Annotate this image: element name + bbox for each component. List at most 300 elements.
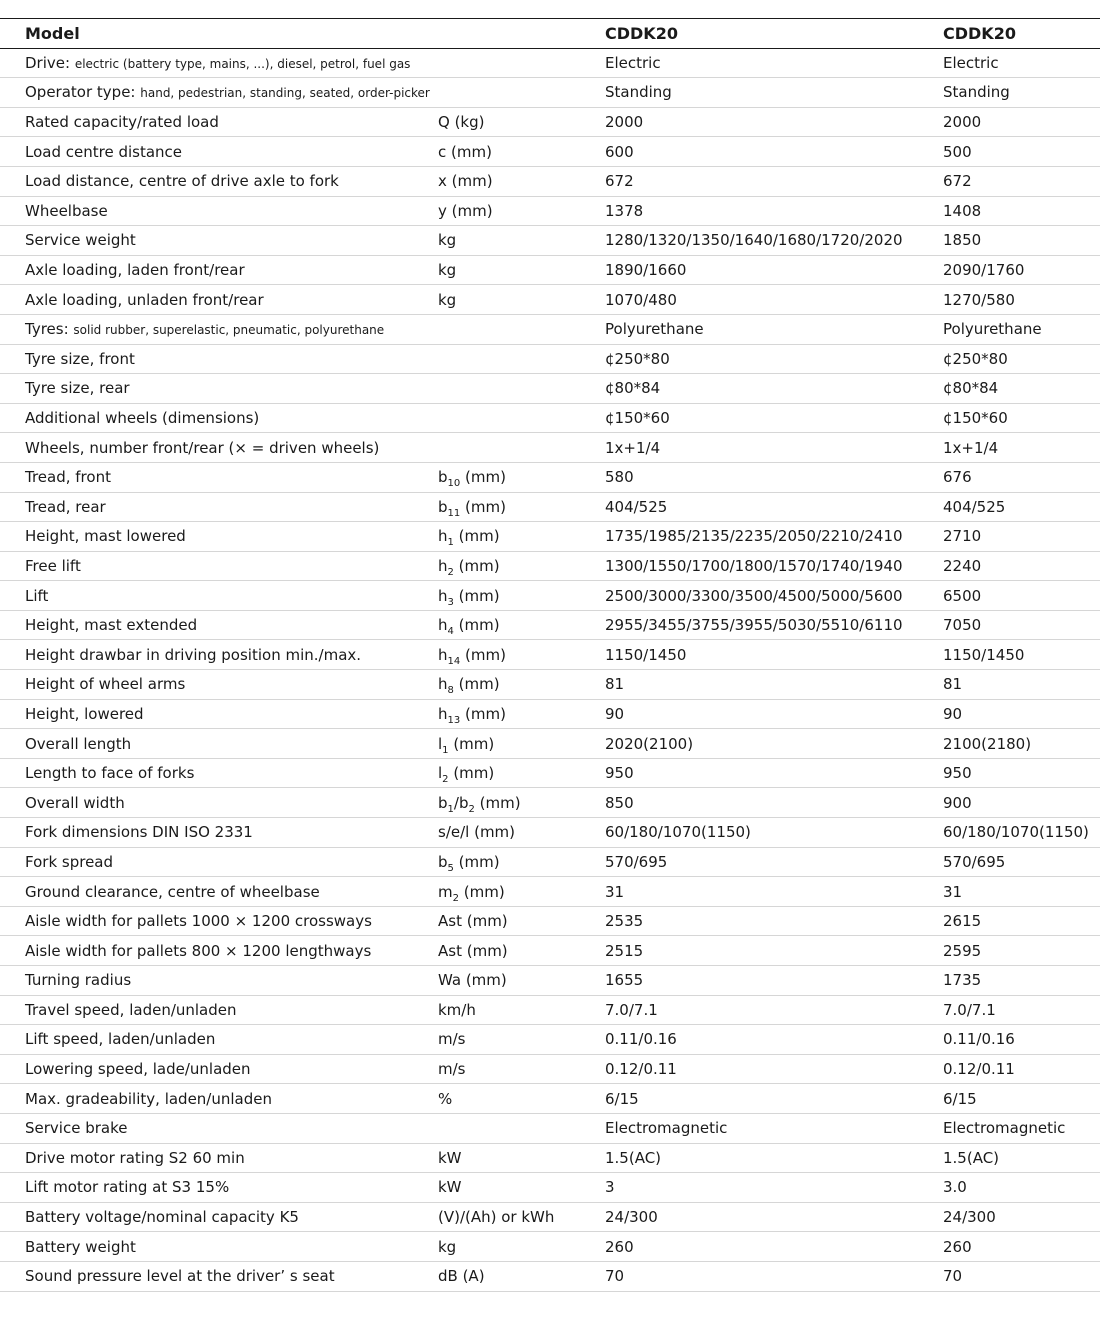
table-row <box>0 1143 1100 1173</box>
row-label: Wheelbase <box>25 201 108 220</box>
row-label: Turning radius <box>25 971 132 990</box>
row-label-cell <box>0 462 438 492</box>
row-value-a: 60/180/1070(1150) <box>605 818 943 848</box>
row-label-cell <box>0 581 438 611</box>
table-row <box>0 314 1100 344</box>
row-unit: m/s <box>438 1025 605 1055</box>
row-value-b: 31 <box>943 877 1100 907</box>
table-row <box>0 344 1100 374</box>
row-unit: kg <box>438 255 605 285</box>
table-row <box>0 758 1100 788</box>
table-row <box>0 492 1100 522</box>
unit-subscript: 1 <box>447 537 454 549</box>
table-row <box>0 196 1100 226</box>
row-value-b: Standing <box>943 78 1100 108</box>
unit-text: b <box>438 468 448 487</box>
row-value-a: 570/695 <box>605 847 943 877</box>
row-value-a: 90 <box>605 699 943 729</box>
row-value-a: Electric <box>605 48 943 78</box>
row-value-a: Electromagnetic <box>605 1113 943 1143</box>
unit-text: b <box>438 793 448 812</box>
unit-text: (mm) <box>460 645 506 664</box>
row-value-a: 2515 <box>605 936 943 966</box>
row-label-cell <box>0 758 438 788</box>
row-label: Service weight <box>25 231 136 250</box>
row-label-cell <box>0 1113 438 1143</box>
row-label-cell <box>0 255 438 285</box>
unit-text: (mm) <box>460 468 506 487</box>
table-row <box>0 285 1100 315</box>
row-label: Lowering speed, lade/unladen <box>25 1060 251 1079</box>
header-model-a: CDDK20 <box>605 19 943 49</box>
row-value-a: 600 <box>605 137 943 167</box>
header-model-b: CDDK20 <box>943 19 1100 49</box>
header-row <box>0 19 1100 49</box>
row-note: hand, pedestrian, standing, seated, order-picker <box>140 86 430 101</box>
row-value-a: 1150/1450 <box>605 640 943 670</box>
row-value-a: 1378 <box>605 196 943 226</box>
row-unit: kW <box>438 1143 605 1173</box>
row-label: Tyre size, front <box>25 349 135 368</box>
row-label-cell <box>0 877 438 907</box>
table-row <box>0 433 1100 463</box>
table-row <box>0 729 1100 759</box>
row-label: Tyre size, rear <box>25 379 130 398</box>
row-label: Lift <box>25 586 49 605</box>
row-value-a: 950 <box>605 758 943 788</box>
row-label-cell <box>0 936 438 966</box>
row-label-cell <box>0 670 438 700</box>
table-row <box>0 107 1100 137</box>
row-unit <box>438 670 605 700</box>
row-label-cell <box>0 492 438 522</box>
unit-text: (mm) <box>453 675 500 694</box>
row-unit <box>438 699 605 729</box>
unit-subscript: 5 <box>447 862 454 874</box>
table-row <box>0 906 1100 936</box>
row-label-cell <box>0 226 438 256</box>
row-value-a: 1280/1320/1350/1640/1680/1720/2020 <box>605 226 943 256</box>
row-value-b: 90 <box>943 699 1100 729</box>
row-label: Height drawbar in driving position min./max. <box>25 645 362 664</box>
row-label: Overall width <box>25 793 125 812</box>
row-label: Service brake <box>25 1119 128 1138</box>
unit-subscript: 4 <box>447 626 454 638</box>
unit-text: (mm) <box>448 734 495 753</box>
row-unit: Q (kg) <box>438 107 605 137</box>
row-value-b: Electric <box>943 48 1100 78</box>
unit-subscript: 2 <box>452 892 459 904</box>
unit-text: (mm) <box>453 527 500 546</box>
unit-text: (mm) <box>448 764 495 783</box>
row-value-a: 672 <box>605 166 943 196</box>
row-value-a: 2500/3000/3300/3500/4500/5000/5600 <box>605 581 943 611</box>
row-unit <box>438 374 605 404</box>
row-label-cell <box>0 818 438 848</box>
row-unit <box>438 522 605 552</box>
unit-text: b <box>438 497 448 516</box>
unit-text: (mm) <box>453 556 500 575</box>
row-value-b: 6/15 <box>943 1084 1100 1114</box>
row-label: Additional wheels (dimensions) <box>25 409 260 428</box>
table-row <box>0 166 1100 196</box>
row-label: Max. gradeability, laden/unladen <box>25 1089 272 1108</box>
row-label-cell <box>0 78 438 108</box>
spec-body <box>0 48 1100 1291</box>
row-label-cell <box>0 137 438 167</box>
row-label-cell <box>0 1202 438 1232</box>
table-row <box>0 610 1100 640</box>
row-value-a: 260 <box>605 1232 943 1262</box>
unit-subscript: 10 <box>447 478 461 490</box>
table-row <box>0 640 1100 670</box>
row-note: electric (battery type, mains, ...), diesel, petrol, fuel gas <box>74 56 411 71</box>
row-label-cell <box>0 966 438 996</box>
row-unit: kg <box>438 285 605 315</box>
row-value-b: 1735 <box>943 966 1100 996</box>
row-unit <box>438 492 605 522</box>
row-value-a: 580 <box>605 462 943 492</box>
unit-text: (mm) <box>460 497 506 516</box>
row-label: Ground clearance, centre of wheelbase <box>25 882 320 901</box>
row-unit <box>438 551 605 581</box>
table-row <box>0 1202 1100 1232</box>
row-label: Height, mast extended <box>25 616 198 635</box>
row-value-a: 1.5(AC) <box>605 1143 943 1173</box>
row-label: Battery voltage/nominal capacity K5 <box>25 1208 299 1227</box>
unit-text: m <box>438 882 453 901</box>
row-label-cell <box>0 166 438 196</box>
unit-text: h <box>438 527 448 546</box>
unit-text: (mm) <box>453 586 500 605</box>
row-label-cell <box>0 699 438 729</box>
row-label: Axle loading, laden front/rear <box>25 261 245 280</box>
unit-text: (mm) <box>453 616 500 635</box>
row-unit: c (mm) <box>438 137 605 167</box>
row-label: Drive motor rating S2 60 min <box>25 1148 245 1167</box>
row-label: Free lift <box>25 556 81 575</box>
row-label-cell <box>0 1143 438 1173</box>
row-label: Overall length <box>25 734 132 753</box>
row-label-cell <box>0 344 438 374</box>
row-value-a: 0.12/0.11 <box>605 1054 943 1084</box>
row-unit: (V)/(Ah) or kWh <box>438 1202 605 1232</box>
row-unit: kg <box>438 1232 605 1262</box>
table-row <box>0 374 1100 404</box>
row-value-a: 3 <box>605 1173 943 1203</box>
table-row <box>0 995 1100 1025</box>
row-value-b: ¢150*60 <box>943 403 1100 433</box>
row-unit <box>438 847 605 877</box>
row-value-a: 2955/3455/3755/3955/5030/5510/6110 <box>605 610 943 640</box>
row-label: Height, mast lowered <box>25 527 186 546</box>
row-value-b: 70 <box>943 1261 1100 1291</box>
table-row <box>0 551 1100 581</box>
row-value-b: 2710 <box>943 522 1100 552</box>
row-value-b: ¢80*84 <box>943 374 1100 404</box>
table-row <box>0 788 1100 818</box>
row-label-cell <box>0 403 438 433</box>
row-unit <box>438 433 605 463</box>
row-value-b: 2615 <box>943 906 1100 936</box>
row-label-cell <box>0 551 438 581</box>
row-label-cell <box>0 1173 438 1203</box>
row-label-cell <box>0 285 438 315</box>
unit-subscript: 13 <box>447 714 461 726</box>
row-label: Axle loading, unladen front/rear <box>25 290 264 309</box>
row-label: Fork dimensions DIN ISO 2331 <box>25 823 253 842</box>
unit-text: h <box>438 645 448 664</box>
row-label-cell <box>0 640 438 670</box>
row-value-b: 1270/580 <box>943 285 1100 315</box>
table-row <box>0 1025 1100 1055</box>
row-unit <box>438 403 605 433</box>
table-row <box>0 1261 1100 1291</box>
unit-text: l <box>438 734 443 753</box>
row-value-a: 24/300 <box>605 1202 943 1232</box>
unit-subscript: 3 <box>447 596 454 608</box>
unit-subscript: 11 <box>447 507 461 519</box>
row-unit <box>438 314 605 344</box>
row-value-b: Polyurethane <box>943 314 1100 344</box>
row-value-a: 1x+1/4 <box>605 433 943 463</box>
row-unit <box>438 462 605 492</box>
unit-text: (mm) <box>453 852 500 871</box>
row-unit <box>438 48 605 78</box>
spec-table <box>0 18 1100 1292</box>
row-value-a: Polyurethane <box>605 314 943 344</box>
unit-text: b <box>438 852 448 871</box>
row-value-a: 2000 <box>605 107 943 137</box>
row-value-a: 0.11/0.16 <box>605 1025 943 1055</box>
row-note: solid rubber, superelastic, pneumatic, polyurethane <box>73 323 385 338</box>
row-label-cell <box>0 847 438 877</box>
row-value-b: 2000 <box>943 107 1100 137</box>
row-label-cell <box>0 1025 438 1055</box>
row-label: Drive: <box>25 53 75 72</box>
row-value-b: 1408 <box>943 196 1100 226</box>
row-label: Wheels, number front/rear (× = driven wheels) <box>25 438 380 457</box>
row-value-a: 404/525 <box>605 492 943 522</box>
row-value-b: 570/695 <box>943 847 1100 877</box>
row-label-cell <box>0 107 438 137</box>
table-row <box>0 1113 1100 1143</box>
row-unit: x (mm) <box>438 166 605 196</box>
row-label-cell <box>0 1084 438 1114</box>
row-label: Height of wheel arms <box>25 675 186 694</box>
row-unit: m/s <box>438 1054 605 1084</box>
row-value-b: 0.11/0.16 <box>943 1025 1100 1055</box>
header-unit <box>438 19 605 49</box>
table-row <box>0 1054 1100 1084</box>
row-unit <box>438 640 605 670</box>
row-label: Lift motor rating at S3 15% <box>25 1178 230 1197</box>
row-label: Aisle width for pallets 800 × 1200 lengthways <box>25 941 372 960</box>
unit-subscript: 14 <box>447 655 461 667</box>
row-label: Rated capacity/rated load <box>25 113 219 132</box>
row-value-b: 81 <box>943 670 1100 700</box>
row-value-a: 1890/1660 <box>605 255 943 285</box>
row-unit: dB (A) <box>438 1261 605 1291</box>
row-value-b: 7050 <box>943 610 1100 640</box>
row-unit <box>438 758 605 788</box>
row-value-b: 2090/1760 <box>943 255 1100 285</box>
row-label-cell <box>0 374 438 404</box>
unit-text: h <box>438 556 448 575</box>
row-label-cell <box>0 906 438 936</box>
row-value-a: 31 <box>605 877 943 907</box>
table-row <box>0 847 1100 877</box>
row-label: Aisle width for pallets 1000 × 1200 crossways <box>25 912 372 931</box>
table-row <box>0 581 1100 611</box>
row-label-cell <box>0 995 438 1025</box>
table-row <box>0 78 1100 108</box>
row-value-b: 24/300 <box>943 1202 1100 1232</box>
row-label-cell <box>0 1232 438 1262</box>
table-row <box>0 1084 1100 1114</box>
row-label: Tread, rear <box>25 497 106 516</box>
row-value-a: ¢80*84 <box>605 374 943 404</box>
row-label-cell <box>0 788 438 818</box>
row-value-a: 1300/1550/1700/1800/1570/1740/1940 <box>605 551 943 581</box>
row-value-b: 1.5(AC) <box>943 1143 1100 1173</box>
unit-text: h <box>438 586 448 605</box>
row-value-a: 7.0/7.1 <box>605 995 943 1025</box>
row-unit: km/h <box>438 995 605 1025</box>
row-value-a: 1655 <box>605 966 943 996</box>
row-label-cell <box>0 1261 438 1291</box>
row-value-b: 2595 <box>943 936 1100 966</box>
table-row <box>0 877 1100 907</box>
unit-text: h <box>438 616 448 635</box>
row-unit: Ast (mm) <box>438 906 605 936</box>
row-unit: Ast (mm) <box>438 936 605 966</box>
row-value-b: Electromagnetic <box>943 1113 1100 1143</box>
table-row <box>0 226 1100 256</box>
row-value-b: 404/525 <box>943 492 1100 522</box>
row-value-b: 1850 <box>943 226 1100 256</box>
row-label-cell <box>0 314 438 344</box>
row-value-b: 7.0/7.1 <box>943 995 1100 1025</box>
table-row <box>0 670 1100 700</box>
table-row <box>0 699 1100 729</box>
unit-text: /b <box>453 793 469 812</box>
unit-text: (mm) <box>459 882 505 901</box>
row-unit <box>438 729 605 759</box>
row-unit <box>438 344 605 374</box>
row-value-a: ¢250*80 <box>605 344 943 374</box>
row-value-a: Standing <box>605 78 943 108</box>
row-value-b: 0.12/0.11 <box>943 1054 1100 1084</box>
unit-text: (mm) <box>474 793 521 812</box>
unit-text: l <box>438 764 443 783</box>
row-value-b: ¢250*80 <box>943 344 1100 374</box>
row-value-b: 1150/1450 <box>943 640 1100 670</box>
row-value-a: 850 <box>605 788 943 818</box>
table-row <box>0 462 1100 492</box>
unit-text: h <box>438 704 448 723</box>
row-value-b: 950 <box>943 758 1100 788</box>
row-unit <box>438 78 605 108</box>
table-row <box>0 966 1100 996</box>
row-unit <box>438 877 605 907</box>
row-label: Operator type: <box>25 83 141 102</box>
row-label: Load centre distance <box>25 142 183 161</box>
row-value-b: 2240 <box>943 551 1100 581</box>
table-row <box>0 1173 1100 1203</box>
row-value-a: 70 <box>605 1261 943 1291</box>
row-value-b: 900 <box>943 788 1100 818</box>
table-row <box>0 818 1100 848</box>
header-model-label: Model <box>0 19 438 49</box>
row-value-a: 2535 <box>605 906 943 936</box>
row-label-cell <box>0 522 438 552</box>
unit-subscript: 1 <box>442 744 449 756</box>
table-row <box>0 522 1100 552</box>
unit-text: (mm) <box>460 704 506 723</box>
row-label: Battery weight <box>25 1237 136 1256</box>
row-label-cell <box>0 196 438 226</box>
row-unit: % <box>438 1084 605 1114</box>
row-unit: Wa (mm) <box>438 966 605 996</box>
row-label-cell <box>0 729 438 759</box>
row-value-a: 6/15 <box>605 1084 943 1114</box>
row-value-a: ¢150*60 <box>605 403 943 433</box>
row-label: Lift speed, laden/unladen <box>25 1030 216 1049</box>
row-label: Sound pressure level at the driver’ s seat <box>25 1267 335 1286</box>
table-row <box>0 255 1100 285</box>
row-label: Fork spread <box>25 852 114 871</box>
row-value-a: 81 <box>605 670 943 700</box>
unit-subscript: 2 <box>442 774 449 786</box>
unit-subscript: 8 <box>447 685 454 697</box>
table-row <box>0 48 1100 78</box>
row-label-cell <box>0 433 438 463</box>
row-value-b: 60/180/1070(1150) <box>943 818 1100 848</box>
unit-subscript: 1 <box>447 803 454 815</box>
row-unit: s/e/l (mm) <box>438 818 605 848</box>
row-label: Height, lowered <box>25 704 144 723</box>
row-unit: kg <box>438 226 605 256</box>
table-row <box>0 403 1100 433</box>
table-row <box>0 137 1100 167</box>
table-row <box>0 936 1100 966</box>
row-label: Tyres: <box>25 320 74 339</box>
row-label-cell <box>0 1054 438 1084</box>
row-value-b: 2100(2180) <box>943 729 1100 759</box>
row-value-b: 3.0 <box>943 1173 1100 1203</box>
table-row <box>0 1232 1100 1262</box>
row-label: Tread, front <box>25 468 111 487</box>
row-unit <box>438 1113 605 1143</box>
row-label: Load distance, centre of drive axle to fork <box>25 172 339 191</box>
row-label-cell <box>0 48 438 78</box>
unit-subscript: 2 <box>468 803 475 815</box>
unit-subscript: 2 <box>447 566 454 578</box>
row-value-b: 500 <box>943 137 1100 167</box>
row-value-a: 2020(2100) <box>605 729 943 759</box>
row-value-a: 1735/1985/2135/2235/2050/2210/2410 <box>605 522 943 552</box>
row-value-a: 1070/480 <box>605 285 943 315</box>
row-label-cell <box>0 610 438 640</box>
row-value-b: 260 <box>943 1232 1100 1262</box>
unit-text: h <box>438 675 448 694</box>
row-unit: kW <box>438 1173 605 1203</box>
row-unit <box>438 788 605 818</box>
row-label: Length to face of forks <box>25 764 195 783</box>
row-label: Travel speed, laden/unladen <box>25 1000 237 1019</box>
row-value-b: 6500 <box>943 581 1100 611</box>
